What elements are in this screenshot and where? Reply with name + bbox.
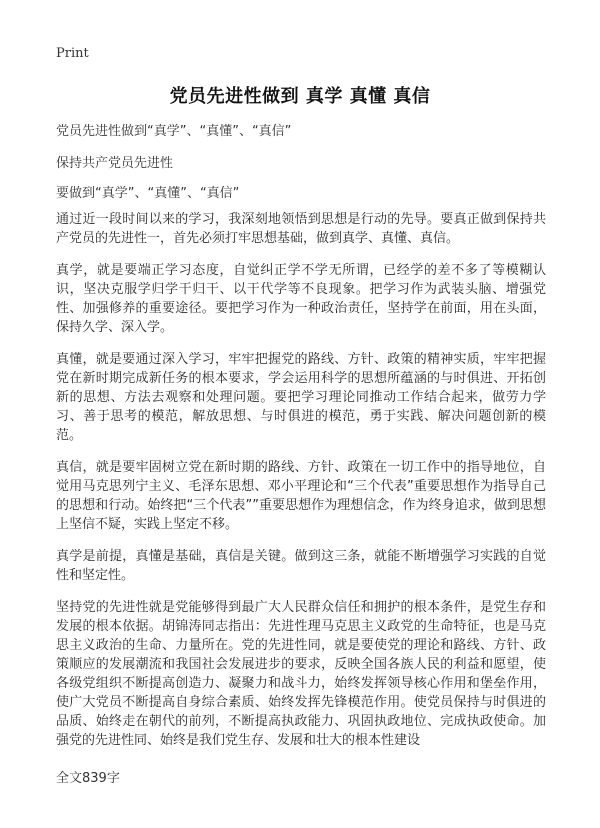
category-line: 保持共产党员先进性 xyxy=(56,156,174,171)
paragraph-intro: 通过近一段时间以来的学习，我深刻地领悟到思想是行动的先导。要真正做到保持共产党员的先进性一，首先必须打牢思想基础，做到真学、真懂、真信。 xyxy=(56,212,546,246)
print-link[interactable]: Print xyxy=(56,46,89,61)
article-body xyxy=(56,210,546,763)
word-count: 全文839字 xyxy=(56,771,120,786)
document-title: 党员先进性做到 真学 真懂 真信 xyxy=(169,86,431,107)
subtitle-line: 要做到“真学”、“真懂”、“真信” xyxy=(56,186,240,201)
paragraph-zhenxin: 真信，就是要牢固树立党在新时期的路线、方针、政策在一切工作中的指导地位，自觉用马克思列宁主义、毛泽东思想、邓小平理论和“三个代表”重要思想作为指导自己的思想和行动。始终把“三个代表””重要思想作为理想信念，作为终身追求，做到思想上坚信不疑，实践上坚定不移。 xyxy=(56,460,546,532)
summary-line: 党员先进性做到“真学”、“真懂”、“真信” xyxy=(56,124,292,139)
paragraph-zhenxue: 真学，就是要端正学习态度，自觉纠正学不学无所谓，已经学的差不多了等模糊认识，坚决克服学归学干归干、以干代学等不良现象。把学习作为武装头脑、增强党性、加强修养的重要途径。要把学习作为一种政治责任，坚持学在前面，用在头面，保持久学、深入学。 xyxy=(56,263,546,335)
paragraph-advanced-nature: 坚持党的先进性就是党能够得到最广大人民群众信任和拥护的根本条件，是党生存和发展的根本依据。胡锦涛同志指出：先进性理马克思主义政党的生命特征，也是马克思主义政治的生命、力量所在。党的先进性同，就是要使党的理论和路线、方针、政策顺应的发展潮流和我国社会发展进步的要求，反映全国各族人民的利益和愿望，使各级党组织不断提高创造力、凝聚力和战斗力，始终发挥领导核心作用和堡垒作用，使广大党员不断提高自身综合素质、始终发挥先锋模范作用。使党员保持与时俱进的品质、始终走在朝代的前列，不断提高执政能力、巩固执政地位、完成执政使命。加强党的先进性同、始终是我们党生存、发展和壮大的根本性建设 xyxy=(56,600,546,748)
paragraph-summary: 真学是前提，真懂是基础，真信是关键。做到这三条，就能不断增强学习实践的自觉性和坚定性。 xyxy=(56,549,546,583)
paragraph-zhendong: 真懂，就是要通过深入学习，牢牢把握党的路线、方针、政策的精神实质，牢牢把握党在新时期完成新任务的根本要求，学会运用科学的思想所蕴涵的与时俱进、开拓创新的思想、方法去观察和处理问题。要把学习理论同推动工作结合起来，做劳力学习、善于思考的模范，解放思想、与时俱进的模范，勇于实践、解决问题创新的模范。 xyxy=(56,352,546,443)
